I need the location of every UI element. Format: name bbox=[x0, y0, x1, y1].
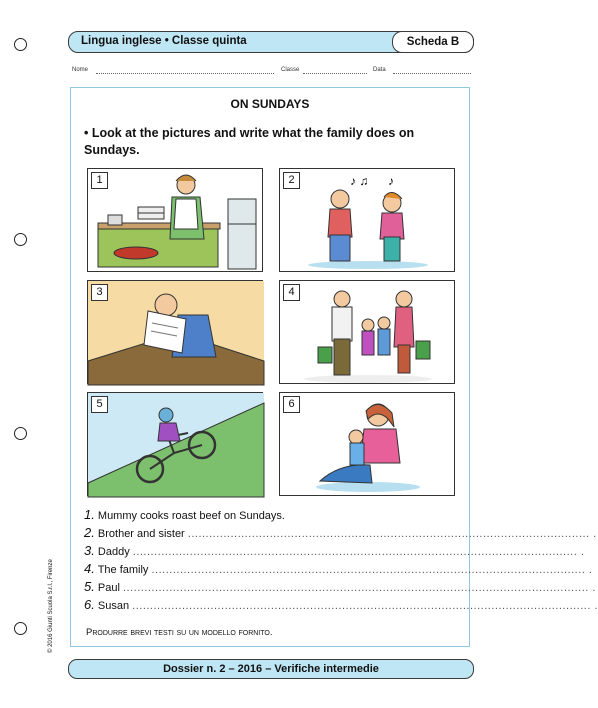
svg-text:♪ ♫: ♪ ♫ bbox=[350, 174, 369, 188]
class-field[interactable] bbox=[303, 73, 367, 74]
panel-number: 2 bbox=[283, 172, 300, 189]
sentence-6[interactable]: 6. Susan ................................................................................................................................. . bbox=[84, 597, 598, 612]
family-shopping-illustration bbox=[280, 281, 456, 385]
student-info-line bbox=[72, 67, 472, 79]
girl-with-doll-illustration bbox=[280, 393, 456, 497]
picture-panel-5 bbox=[87, 392, 263, 496]
panel-number: 6 bbox=[283, 396, 300, 413]
sentence-4[interactable]: 4. The family .......................................................................................................................... . bbox=[84, 561, 593, 576]
header-bar bbox=[68, 31, 474, 53]
children-dancing-illustration bbox=[280, 169, 456, 273]
sentence-2[interactable]: 2. Brother and sister ................................................................................................................. . bbox=[84, 525, 597, 540]
subject-title: Lingua inglese • Classe quinta bbox=[81, 35, 247, 47]
father-reading-illustration bbox=[88, 281, 264, 385]
picture-panel-1 bbox=[87, 168, 263, 272]
picture-panel-3 bbox=[87, 280, 263, 384]
picture-panel-2 bbox=[279, 168, 455, 272]
name-field[interactable] bbox=[96, 73, 274, 74]
panel-number: 3 bbox=[91, 284, 108, 301]
footer-bar: Dossier n. 2 – 2016 – Verifiche intermedie bbox=[68, 659, 474, 679]
binder-hole bbox=[14, 427, 27, 440]
date-field[interactable] bbox=[393, 73, 471, 74]
sheet-badge: Scheda B bbox=[392, 31, 474, 53]
binder-hole bbox=[14, 622, 27, 635]
panel-number: 5 bbox=[91, 396, 108, 413]
sentence-1: 1. Mummy cooks roast beef on Sundays. bbox=[84, 507, 285, 522]
binder-hole bbox=[14, 233, 27, 246]
binder-hole bbox=[14, 38, 27, 51]
worksheet-title: ON SUNDAYS bbox=[230, 97, 310, 111]
name-label: Nome bbox=[72, 67, 89, 73]
competence-note: Produrre brevi testi su un modello fornito. bbox=[86, 627, 273, 638]
svg-text:♪: ♪ bbox=[388, 174, 394, 188]
class-label: Classe bbox=[281, 67, 300, 73]
boy-cycling-illustration bbox=[88, 393, 264, 497]
panel-number: 4 bbox=[283, 284, 300, 301]
panel-number: 1 bbox=[91, 172, 108, 189]
copyright-note: © 2016 Giunti Scuola S.r.l., Firenze bbox=[48, 559, 54, 653]
answer-lines bbox=[84, 507, 598, 615]
picture-panel-6 bbox=[279, 392, 455, 496]
picture-panel-4 bbox=[279, 280, 455, 384]
sentence-5[interactable]: 5. Paul ................................................................................................................................... . bbox=[84, 579, 596, 594]
mother-cooking-illustration bbox=[88, 169, 264, 273]
sentence-3[interactable]: 3. Daddy ............................................................................................................................. . bbox=[84, 543, 585, 558]
instruction-text: • Look at the pictures and write what the family does on Sundays. bbox=[84, 126, 415, 157]
date-label: Data bbox=[373, 67, 386, 73]
